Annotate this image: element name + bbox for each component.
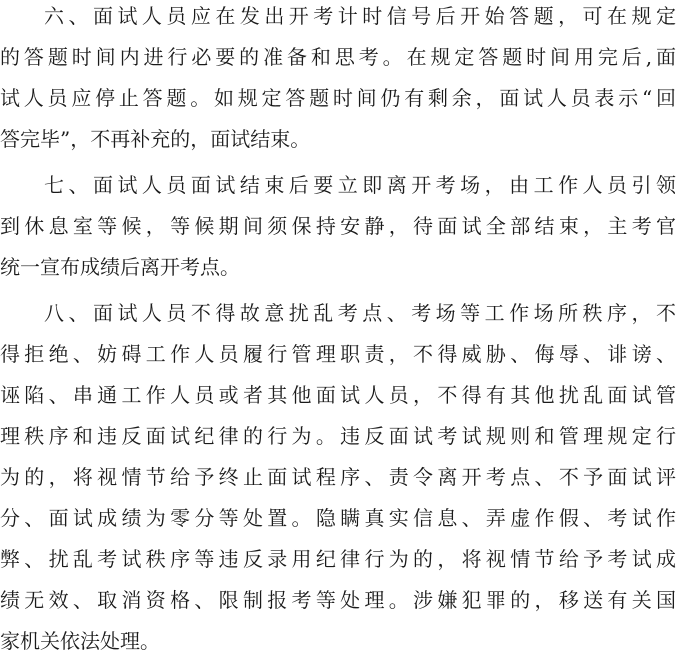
paragraph-6-line-1: 六、面试人员应在发出开考计时信号后开始答题，可在规定 [44, 4, 676, 28]
paragraph-6-line-4: 答完毕”，不再补充的，面试结束。 [0, 127, 311, 151]
paragraph-8-line-8: 绩无效、取消资格、限制报考等处理。涉嫌犯罪的，移送有关国 [0, 588, 676, 612]
paragraph-8-line-1: 八、面试人员不得故意扰乱考点、考场等工作场所秩序，不 [44, 301, 676, 325]
paragraph-8-line-5: 为的，将视情节给予终止面试程序、责令离开考点、不予面试评 [0, 465, 676, 489]
paragraph-6-line-3: 试人员应停止答题。如规定答题时间仍有剩余，面试人员表示“回 [0, 86, 676, 110]
paragraph-6-line-2: 的答题时间内进行必要的准备和思考。在规定答题时间用完后,面 [0, 45, 676, 69]
paragraph-8-line-2: 得拒绝、妨碍工作人员履行管理职责，不得威胁、侮辱、诽谤、 [0, 342, 676, 366]
paragraph-8-line-6: 分、面试成绩为零分等处置。隐瞒真实信息、弄虚作假、考试作 [0, 506, 676, 530]
paragraph-7-line-2: 到休息室等候，等候期间须保持安静，待面试全部结束，主考官 [0, 214, 676, 238]
paragraph-8-line-4: 理秩序和违反面试纪律的行为。违反面试考试规则和管理规定行 [0, 424, 676, 448]
paragraph-8-line-7: 弊、扰乱考试秩序等违反录用纪律行为的，将视情节给予考试成 [0, 547, 676, 571]
paragraph-7-line-3: 统一宣布成绩后离开考点。 [0, 255, 240, 279]
paragraph-8-line-3: 诬陷、串通工作人员或者其他面试人员，不得有其他扰乱面试管 [0, 383, 676, 407]
paragraph-7-line-1: 七、面试人员面试结束后要立即离开考场，由工作人员引领 [44, 173, 676, 197]
paragraph-8-line-9: 家机关依法处理。 [0, 629, 160, 653]
